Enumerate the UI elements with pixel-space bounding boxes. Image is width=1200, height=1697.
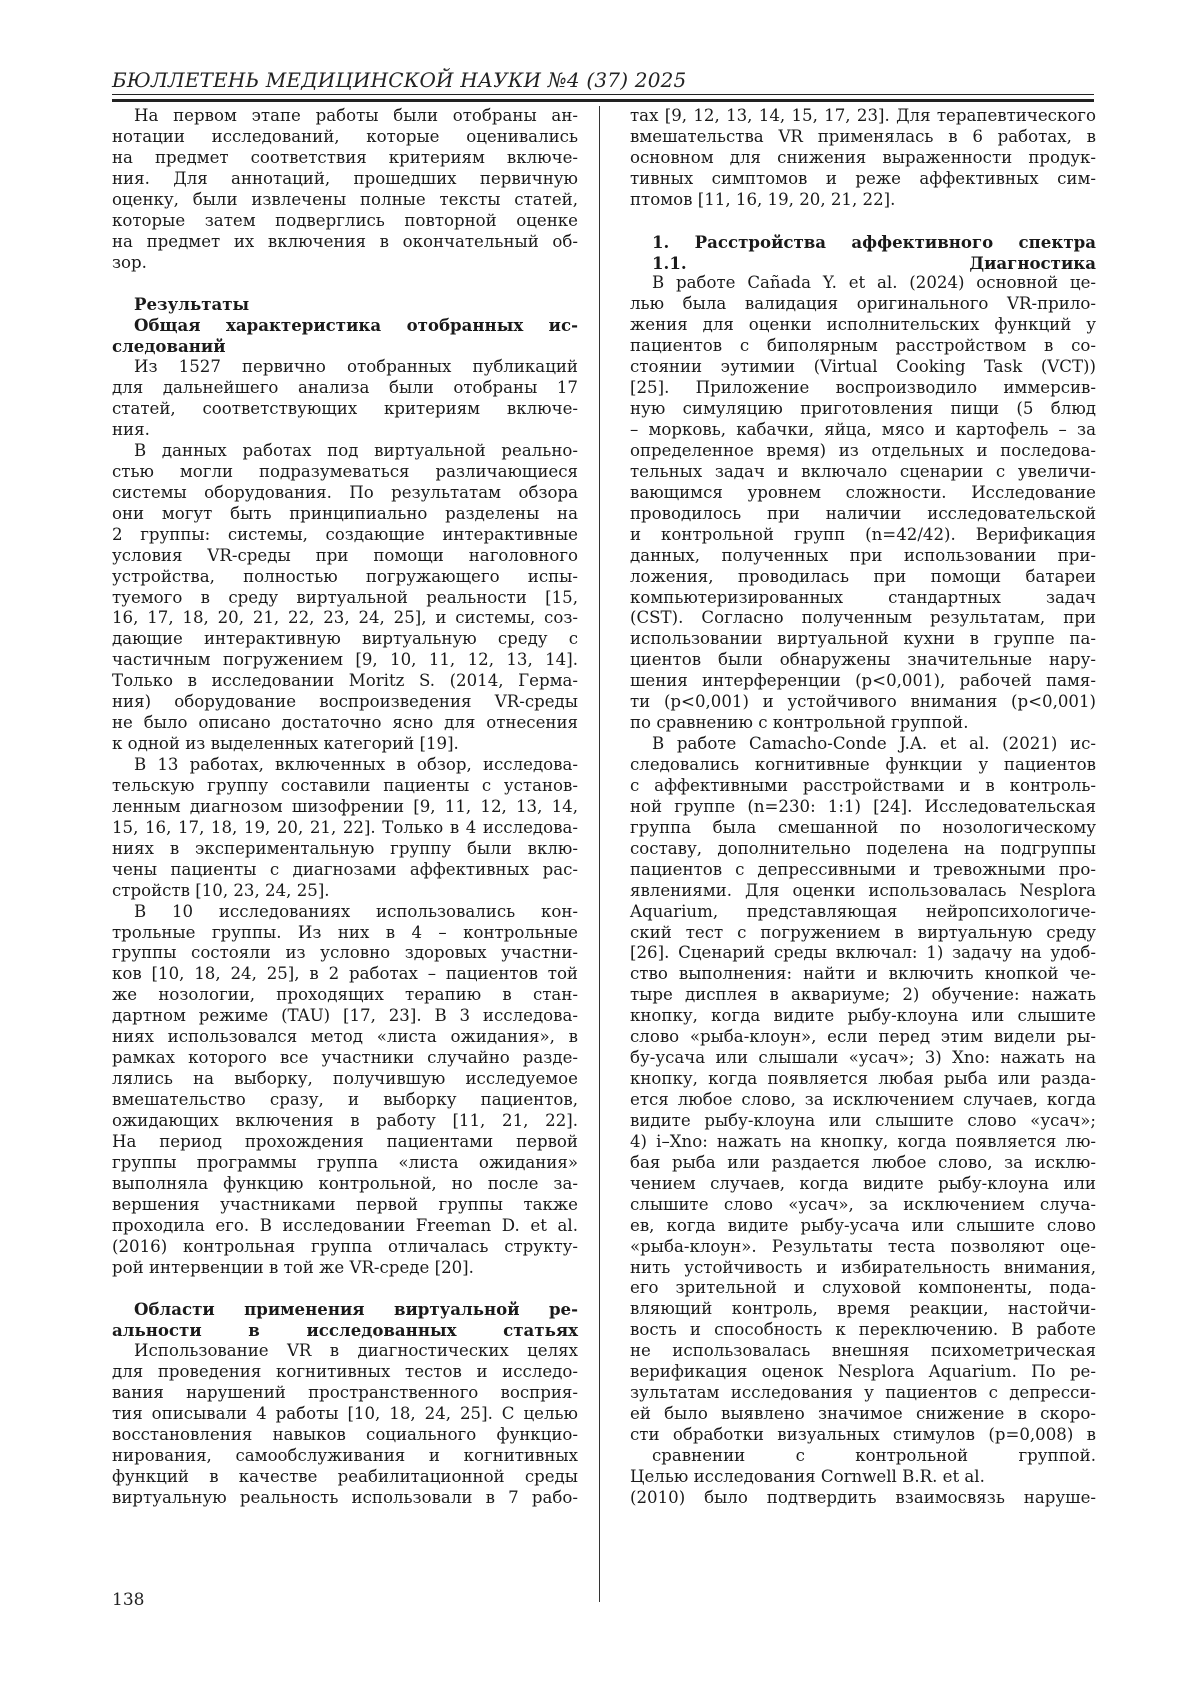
body-text-line: пациентов с биполярным расстройством в со- xyxy=(630,336,1096,356)
body-text-line: группа была смешанной по нозологическому xyxy=(630,817,1096,837)
body-text-line: его зрительной и слуховой компоненты, пода- xyxy=(630,1278,1096,1298)
body-text-line: туемого в среду виртуальной реальности [15, xyxy=(112,587,578,607)
body-text-line: тельных задач и включало сценарии с увеличи- xyxy=(630,461,1096,481)
body-text-line: [26]. Сценарий среды включал: 1) задачу на удоб- xyxy=(630,943,1096,963)
section-heading-line: 1.1. Диагностика xyxy=(652,252,1096,273)
body-text-line: дартном режиме (TAU) [17, 23]. В 3 исследова- xyxy=(112,1006,578,1026)
body-text-line: Из 1527 первично отобранных публикаций xyxy=(134,357,578,377)
paragraph-gap xyxy=(112,274,578,295)
body-text-line: на предмет их включения в окончательный об- xyxy=(112,231,578,251)
section-heading-line: Области применения виртуальной ре- xyxy=(134,1299,578,1320)
body-text-line: Aquarium, представляющая нейропсихологиче- xyxy=(630,901,1096,921)
body-text-line: циентов были обнаружены значительные нару- xyxy=(630,650,1096,670)
body-text-line: восстановления навыков социального функцио- xyxy=(112,1425,578,1445)
body-text-line: основном для снижения выраженности продук- xyxy=(630,147,1096,167)
body-text-line: (2010) было подтвердить взаимосвязь наруше- xyxy=(630,1487,1096,1507)
body-text-line: тах [9, 12, 13, 14, 15, 17, 23]. Для терапевтического xyxy=(630,106,1096,125)
body-text-line: вость и способность к переключению. В работе xyxy=(630,1320,1096,1340)
body-text-line: на предмет соответствия критериям включе- xyxy=(112,147,578,167)
body-text-line: стройств [10, 23, 24, 25]. xyxy=(112,880,330,900)
body-text-line: стоянии эутимии (Virtual Cooking Task (VCT)) xyxy=(630,357,1096,377)
body-text-line: следовались когнитивные функции у пациентов xyxy=(630,755,1096,775)
body-text-line: условия VR-среды при помощи наголовного xyxy=(112,545,578,565)
body-text-line: ниях использовался метод «листа ожидания», в xyxy=(112,1027,578,1047)
body-text-line: сти обработки визуальных стимулов (p=0,008) в xyxy=(630,1425,1096,1445)
body-text-line: данных, полученных при использовании при- xyxy=(630,545,1096,565)
body-text-line: явлениями. Для оценки использовалась Nesplora xyxy=(630,880,1096,900)
body-text-line: по сравнению с контрольной группой. xyxy=(630,713,969,733)
body-text-line: птомов [11, 16, 19, 20, 21, 22]. xyxy=(630,189,896,209)
body-text-line: же нозологии, проходящих терапию в стан- xyxy=(112,985,578,1005)
body-text-line: которые затем подверглись повторной оценке xyxy=(112,210,578,230)
body-text-line: тыре дисплея в аквариуме; 2) обучение: нажать xyxy=(630,985,1096,1005)
body-text-line: рой интервенции в той же VR-среде [20]. xyxy=(112,1257,474,1277)
body-text-line: На первом этапе работы были отобраны ан- xyxy=(134,106,578,125)
body-text-line: На период прохождения пациентами первой xyxy=(112,1131,578,1151)
section-heading-line: Общая характеристика отобранных ис- xyxy=(134,315,578,336)
header-rule-thin xyxy=(112,94,1094,95)
body-text-line: ожидающих включения в работу [11, 21, 22]. xyxy=(112,1110,578,1130)
body-text-line: ленным диагнозом шизофрении [9, 11, 12, 13, 14, xyxy=(112,796,578,816)
body-text-line: ложения, проводилась при помощи батареи xyxy=(630,566,1096,586)
body-text-line: частичным погружением [9, 10, 11, 12, 13, 14]. xyxy=(112,650,578,670)
body-text-line: кнопку, когда видите рыбу-клоуна или слышите xyxy=(630,1006,1096,1026)
body-text-line: ния. Для аннотаций, прошедших первичную xyxy=(112,168,578,188)
body-text-line: слышите слово «усач», за исключением случа- xyxy=(630,1194,1096,1214)
page-number: 138 xyxy=(112,1590,145,1610)
paragraph-gap xyxy=(630,211,1096,232)
body-text-line: чением случаев, когда видите рыбу-клоуна или xyxy=(630,1173,1096,1193)
body-text-line: и контрольной групп (n=42/42). Верификация xyxy=(630,524,1096,544)
body-text-line: 15, 16, 17, 18, 19, 20, 21, 22]. Только в 4 исследова- xyxy=(112,817,578,837)
body-text-line: слово «рыба-клоун», если перед этим видели ры- xyxy=(630,1027,1096,1047)
body-text-line: ти (p<0,001) и устойчивого внимания (p<0,001) xyxy=(630,692,1096,712)
body-text-line: виртуальную реальность использовали в 7 рабо- xyxy=(112,1487,578,1507)
body-text-line: бая рыба или раздается любое слово, за исклю- xyxy=(630,1152,1096,1172)
body-text-line: [25]. Приложение воспроизводило иммерсив- xyxy=(630,378,1096,398)
body-text-line: статей, соответствующих критериям включе- xyxy=(112,399,578,419)
body-text-line: использовании виртуальной кухни в группе па- xyxy=(630,629,1096,649)
body-text-line: верификация оценок Nesplora Aquarium. По ре- xyxy=(630,1362,1096,1382)
body-text-line: Только в исследовании Moritz S. (2014, Герма- xyxy=(112,671,578,691)
body-text-line: с аффективными расстройствами и в контроль- xyxy=(630,775,1096,795)
body-text-line: вляющий контроль, время реакции, настойчи- xyxy=(630,1299,1096,1319)
body-text-line: ков [10, 18, 24, 25], в 2 работах – пациентов той xyxy=(112,964,578,984)
paragraph-gap xyxy=(112,1278,578,1299)
journal-header: БЮЛЛЕТЕНЬ МЕДИЦИНСКОЙ НАУКИ №4 (37) 2025 xyxy=(112,68,687,92)
body-text-line: ский тест с погружением в виртуальную среду xyxy=(630,922,1096,942)
body-text-line: лялись на выборку, получившую исследуемое xyxy=(112,1069,578,1089)
body-text-line: видите рыбу-клоуна или слышите слово «усач»; xyxy=(630,1110,1096,1130)
section-heading-line: следований xyxy=(112,336,226,357)
body-text-line: тельскую группу составили пациенты с установ- xyxy=(112,775,578,795)
body-text-line: нирования, самообслуживания и когнитивных xyxy=(112,1445,578,1465)
body-text-line: ния) оборудование воспроизведения VR-среды xyxy=(112,692,578,712)
body-text-line: для дальнейшего анализа были отобраны 17 xyxy=(112,378,578,398)
body-text-line: ство выполнения: найти и включить кнопкой че- xyxy=(630,964,1096,984)
body-text-line: тия описывали 4 работы [10, 18, 24, 25]. С целью xyxy=(112,1404,578,1424)
body-text-line: определенное время) из отдельных и последова- xyxy=(630,440,1096,460)
body-text-line: ния. xyxy=(112,420,150,440)
body-text-line: составу, дополнительно поделена на подгруппы xyxy=(630,838,1096,858)
body-text-line: В работе Camacho-Conde J.A. et al. (2021) ис- xyxy=(652,734,1096,754)
body-text-line: функций в качестве реабилитационной среды xyxy=(112,1466,578,1486)
body-text-line: устройства, полностью погружающего испы- xyxy=(112,566,578,586)
body-text-line: зультатам исследования у пациентов с депресси- xyxy=(630,1383,1096,1403)
body-text-line: 4) i–Xno: нажать на кнопку, когда появляется лю- xyxy=(630,1131,1096,1151)
body-text-line: вающимся уровнем сложности. Исследование xyxy=(630,482,1096,502)
body-text-line: вмешательства VR применялась в 6 работах, в xyxy=(630,126,1096,146)
body-text-line: ной группе (n=230: 1:1) [24]. Исследовательская xyxy=(630,796,1096,816)
body-text-line: компьютеризированных стандартных задач xyxy=(630,587,1096,607)
body-text-line: зор. xyxy=(112,252,147,272)
body-text-line: дающие интерактивную виртуальную среду с xyxy=(112,629,578,649)
body-text-line: жения для оценки исполнительских функций у xyxy=(630,315,1096,335)
body-text-line: проводилось при наличии исследовательской xyxy=(630,503,1096,523)
right-column xyxy=(630,106,1096,1509)
body-text-line: системы оборудования. По результатам обзора xyxy=(112,482,578,502)
body-text-line: (2016) контрольная группа отличалась структу- xyxy=(112,1236,578,1256)
body-text-line: не использовалась внешняя психометрическая xyxy=(630,1341,1096,1361)
body-text-line: оценку, были извлечены полные тексты статей, xyxy=(112,189,578,209)
body-text-line: они могут быть принципиально разделены на xyxy=(112,503,578,523)
body-text-line: В 13 работах, включенных в обзор, исследова- xyxy=(134,755,578,775)
body-text-line: ей было выявлено значимое снижение в скоро- xyxy=(630,1404,1096,1424)
body-text-line: вмешательство сразу, и выборку пациентов, xyxy=(112,1090,578,1110)
column-divider xyxy=(599,106,600,1602)
section-heading-line: альности в исследованных статьях xyxy=(112,1320,578,1341)
body-text-line: трольные группы. Из них в 4 – контрольные xyxy=(112,922,578,942)
body-text-line: вания нарушений пространственного восприя- xyxy=(112,1383,578,1403)
body-text-line: вершения участниками первой группы также xyxy=(112,1194,578,1214)
body-text-line: нить устойчивость и избирательность внимания, xyxy=(630,1257,1096,1277)
body-text-line: 16, 17, 18, 20, 21, 22, 23, 24, 25], и системы, соз- xyxy=(112,608,578,628)
body-text-line: ется любое слово, за исключением случаев, когда xyxy=(630,1090,1096,1110)
body-text-line: стью могли подразумеваться различающиеся xyxy=(112,461,578,481)
body-text-line: (CST). Согласно полученным результатам, при xyxy=(630,608,1096,628)
body-text-line: рамках которого все участники случайно разде- xyxy=(112,1048,578,1068)
body-text-line: ев, когда видите рыбу-усача или слышите слово xyxy=(630,1215,1096,1235)
body-text-line: бу-усача или слышали «усач»; 3) Xno: нажать на xyxy=(630,1048,1096,1068)
body-text-line: 2 группы: системы, создающие интерактивные xyxy=(112,524,578,544)
body-text-line: В работе Cañada Y. et al. (2024) основной це- xyxy=(652,273,1096,293)
body-text-line: нотации исследований, которые оценивались xyxy=(112,126,578,146)
body-text-line: сравнении с контрольной группой. xyxy=(652,1445,1096,1465)
body-text-line: проходила его. В исследовании Freeman D. et al. xyxy=(112,1215,578,1235)
section-heading-line: 1. Расстройства аффективного спектра xyxy=(652,231,1096,252)
body-text-line: пациентов с депрессивными и тревожными про- xyxy=(630,859,1096,879)
body-text-line: Целью исследования Cornwell B.R. et al. xyxy=(630,1466,985,1486)
body-text-line: не было описано достаточно ясно для отнесения xyxy=(112,713,578,733)
body-text-line: лью была валидация оригинального VR-прило- xyxy=(630,294,1096,314)
body-text-line: В 10 исследованиях использовались кон- xyxy=(134,901,578,921)
body-text-line: группы состояли из условно здоровых участни- xyxy=(112,943,578,963)
body-text-line: ную симуляцию приготовления пищи (5 блюд xyxy=(630,399,1096,419)
body-text-line: ниях в экспериментальную группу были вклю- xyxy=(112,838,578,858)
body-text-line: к одной из выделенных категорий [19]. xyxy=(112,734,459,754)
left-column xyxy=(112,106,578,1509)
body-text-line: выполняла функцию контрольной, но после за- xyxy=(112,1173,578,1193)
body-text-line: тивных симптомов и реже аффективных сим- xyxy=(630,168,1096,188)
body-text-line: группы программы группа «листа ожидания» xyxy=(112,1152,578,1172)
header-rule-thick xyxy=(112,99,1094,102)
body-text-line: Использование VR в диагностических целях xyxy=(134,1341,578,1361)
body-text-line: В данных работах под виртуальной реально- xyxy=(134,440,578,460)
body-text-line: – морковь, кабачки, яйца, мясо и картофель – за xyxy=(630,420,1096,440)
body-text-line: шения интерференции (p<0,001), рабочей памя- xyxy=(630,671,1096,691)
body-text-line: для проведения когнитивных тестов и исследо- xyxy=(112,1362,578,1382)
section-heading-line: Результаты xyxy=(134,294,250,315)
body-text-line: кнопку, когда появляется любая рыба или разда- xyxy=(630,1069,1096,1089)
body-text-line: «рыба-клоун». Результаты теста позволяют оце- xyxy=(630,1236,1096,1256)
body-text-line: чены пациенты с диагнозами аффективных рас- xyxy=(112,859,578,879)
